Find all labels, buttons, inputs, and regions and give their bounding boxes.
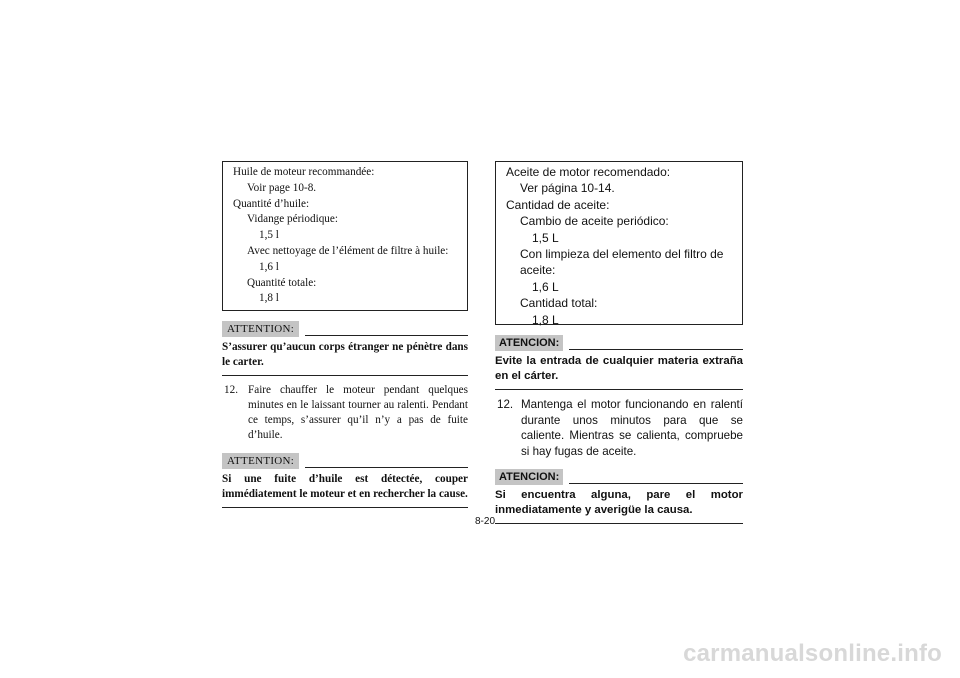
spanish-step-12 [495,397,743,459]
spec-line: Cantidad de aceite: [506,197,610,212]
spec-line: Quantité d’huile: [233,197,310,210]
spec-line: Con limpieza del elemento del filtro de [520,247,724,262]
spec-line: 1,8 l [259,292,279,305]
spec-line: Ver página 10-14. [520,181,615,196]
spec-line: Voir page 10-8. [247,181,317,194]
warning-label: ATTENTION: [222,453,299,469]
warning-label: ATENCION: [495,335,563,351]
page-number: 8-20 [474,516,495,527]
heading-rule [305,467,468,468]
spanish-spec-box [495,161,743,325]
spanish-warning2-text: Si encuentra alguna, pare el motor inmediatamente y averigüe la causa. [495,488,743,524]
french-step-12 [222,383,468,443]
heading-rule [569,349,743,350]
spanish-column [495,161,743,524]
spanish-warning1-text: Evite la entrada de cualquier materia extraña en el cárter. [495,354,743,390]
spec-line: Avec nettoyage de l’élément de filtre à huile: [247,244,449,257]
spec-line: 1,5 l [259,229,279,242]
spec-line: Vidange périodique: [247,213,338,226]
french-spec-box [222,161,468,311]
french-warning2-text: Si une fuite d’huile est détectée, couper immédiatement le moteur et en rechercher la cause. [222,472,468,508]
step-number: 12. [224,384,238,396]
step-text: Faire chauffer le moteur pendant quelques minutes en le laissant tourner au ralenti. Pendant ce temps, s’assurer qu’il n’y a pas de fuite d’huile. [248,384,468,441]
spec-line: Aceite de motor recomendado: [506,165,671,179]
french-warning2-heading [222,453,468,469]
french-warning1-text: S’assurer qu’aucun corps étranger ne pénètre dans le carter. [222,340,468,376]
spec-line: 1,5 L [532,230,559,245]
warning-label: ATENCION: [495,469,563,485]
spanish-warning2-heading [495,469,743,485]
step-text: Mantenga el motor funcionando en ralentí durante unos minutos para que se caliente. Mientras se calienta, compruebe si hay fugas de aceite. [521,398,743,458]
french-warning1-heading [222,321,468,337]
spec-line: Cambio de aceite periódico: [520,214,669,229]
spec-line: 1,6 L [532,279,559,294]
spanish-warning1-heading [495,335,743,351]
heading-rule [305,335,468,336]
watermark: carmanualsonline.info [683,640,942,667]
spec-line: 1,8 L [532,312,559,327]
warning-label: ATTENTION: [222,321,299,337]
french-column [222,161,468,508]
heading-rule [569,483,743,484]
spec-line: Quantité totale: [247,276,317,289]
step-number: 12. [497,398,514,412]
spec-line: 1,6 l [259,260,279,273]
spec-line: Huile de moteur recommandée: [233,166,375,178]
spec-line: aceite: [520,263,556,278]
spec-line: Cantidad total: [520,296,598,311]
